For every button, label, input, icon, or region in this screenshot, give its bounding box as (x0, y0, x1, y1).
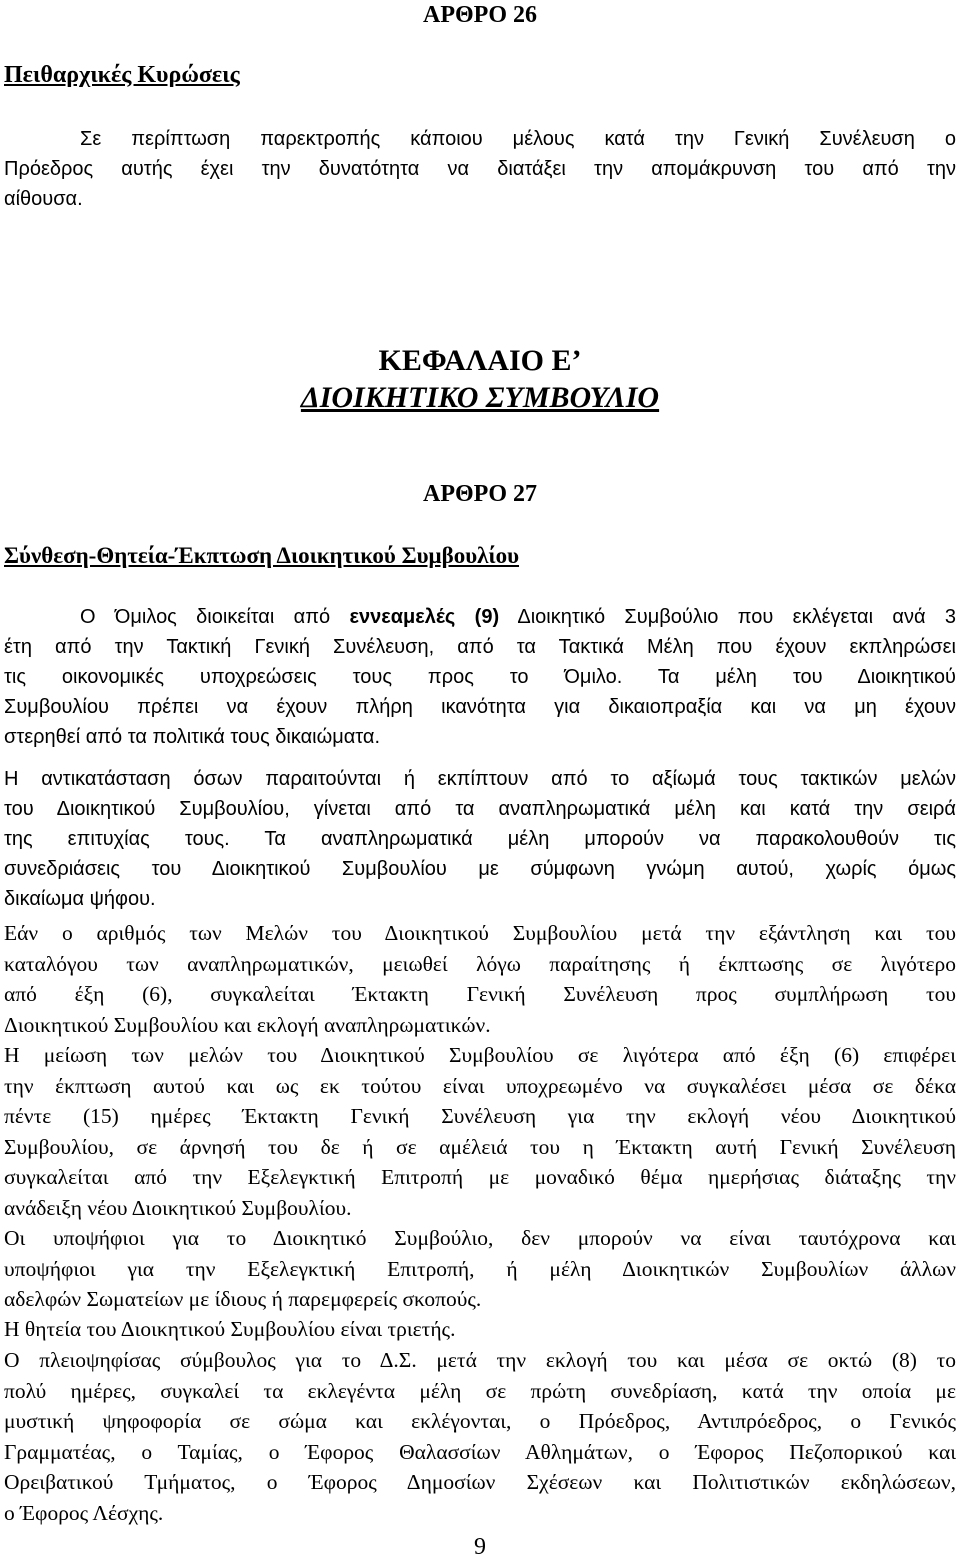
paragraph-line: καταλόγου των αναπληρωματικών, μειωθεί λόγω παραίτησης ή έκπτωσης σε λιγότερο (4, 951, 956, 976)
paragraph-line: του Διοικητικού Συμβουλίου, γίνεται από τα αναπληρωματικά μέλη και κατά την σειρά (4, 798, 956, 820)
paragraph-line: πολύ ημέρες, συγκαλεί τα εκλεγέντα μέλη σε πρώτη συνεδρίαση, κατά την οποία με (4, 1378, 956, 1403)
paragraph-line: Γραμματέας, ο Ταμίας, ο Έφορος Θαλασσίων Αθλημάτων, ο Έφορος Πεζοπορικού και (4, 1439, 956, 1464)
article-26-paragraph (4, 124, 956, 214)
paragraph-line: Η μείωση των μελών του Διοικητικού Συμβουλίου σε λιγότερα από έξη (6) επιφέρει (4, 1043, 956, 1067)
article-26-heading: Πειθαρχικές Κυρώσεις (4, 62, 240, 88)
paragraph-line: ανάδειξη νέου Διοικητικού Συμβουλίου. (4, 1195, 352, 1220)
paragraph-line: Η αντικατάσταση όσων παραιτούνται ή εκπίπτουν από το αξίωμά τους τακτικών μελών (4, 768, 956, 790)
article-27-intro (4, 602, 956, 752)
paragraph-line: δικαίωμα ψήφου. (4, 888, 156, 910)
paragraph-line: από έξη (6), συγκαλείται Έκτακτη Γενική Συνέλευση προς συμπλήρωση του (4, 982, 956, 1006)
paragraph-line: μυστική ψηφοφορία σε σώμα και εκλέγονται, ο Πρόεδρος, Αντιπρόεδρος, ο Γενικός (4, 1409, 956, 1433)
paragraph-line: συγκαλείται από την Εξελεγκτική Επιτροπή με μοναδικό θέμα ημερήσιας διάταξης την (4, 1165, 956, 1189)
paragraph-member-count (4, 918, 956, 1040)
paragraph-term (4, 1314, 956, 1345)
paragraph-first-meeting (4, 1345, 956, 1528)
article-26-title: ΑΡΘΡΟ 26 (423, 2, 537, 28)
chapter-title: ΚΕΦΑΛΑΙΟ Ε’ (378, 344, 582, 377)
paragraph-line: έτη από την Τακτική Γενική Συνέλευση, από τα Τακτικά Μέλη που έχουν εκπληρώσει (4, 636, 956, 658)
paragraph-line: Συμβουλίου πρέπει να έχουν πλήρη ικανότητα για δικαιοπραξία και να μη έχουν (4, 696, 956, 718)
intro-text-pre: Ο Όμιλος διοικείται από (80, 606, 350, 628)
paragraph-line: στερηθεί από τα πολιτικά τους δικαιώματα. (4, 726, 381, 748)
paragraph-line: ο Έφορος Λέσχης. (4, 1500, 164, 1525)
paragraph-replacement (4, 764, 956, 914)
paragraph-line: αδελφών Σωματείων με ίδιους ή παρεμφερείς σκοπούς. (4, 1287, 482, 1311)
paragraph-line: πέντε (15) ημέρες Έκτακτη Γενική Συνέλευση για την εκλογή νέου Διοικητικού (4, 1104, 956, 1128)
paragraph-line: υποψήφιοι για την Εξελεγκτική Επιτροπή, ή μέλη Διοικητικών Συμβουλίων άλλων (4, 1256, 956, 1281)
article-27-heading: Σύνθεση-Θητεία-Έκπτωση Διοικητικού Συμβουλίου (4, 543, 520, 568)
paragraph-candidates (4, 1223, 956, 1315)
paragraph-line: την έκπτωση αυτού και ως εκ τούτου είναι υποχρεωμένο να συγκαλέσει μέσα σε δέκα (4, 1073, 956, 1098)
paragraph-line: τις οικονομικές υποχρεώσεις τους προς το Όμιλο. Τα μέλη του Διοικητικού (4, 666, 956, 688)
paragraph-line: Ο πλειοψηφίσας σύμβουλος για το Δ.Σ. μετά την εκλογή του και μέσα σε οκτώ (8) το (4, 1348, 956, 1372)
paragraph-line: της επιτυχίας τους. Τα αναπληρωματικά μέλη μπορούν να παρακολουθούν τις (4, 828, 956, 850)
article-27-title: ΑΡΘΡΟ 27 (423, 481, 537, 507)
chapter-subtitle: ΔΙΟΙΚΗΤΙΚΟ ΣΥΜΒΟΥΛΙΟ (300, 381, 660, 414)
paragraph-line: Σε περίπτωση παρεκτροπής κάποιου μέλους κατά την Γενική Συνέλευση ο (80, 128, 956, 150)
paragraph-line: Πρόεδρος αυτής έχει την δυνατότητα να διατάξει την απομάκρυνση του από την (4, 158, 956, 180)
paragraph-line: Η θητεία του Διοικητικού Συμβουλίου είναι τριετής. (4, 1317, 456, 1341)
paragraph-line: συνεδριάσεις του Διοικητικού Συμβουλίου με σύμφωνη γνώμη αυτού, χωρίς όμως (4, 858, 956, 880)
paragraph-line: αίθουσα. (4, 188, 83, 210)
intro-text-bold: εννεαμελές (9) (349, 606, 500, 628)
paragraph-line: Συμβουλίου, σε άρνησή του δε ή σε αμέλειά του η Έκτακτη αυτή Γενική Συνέλευση (4, 1134, 956, 1159)
paragraph-line: Διοικητικού Συμβουλίου και εκλογή αναπληρωματικών. (4, 1012, 491, 1037)
intro-text-post: Διοικητικό Συμβούλιο που εκλέγεται ανά 3 (499, 606, 956, 628)
paragraph-line: Ορειβατικού Τμήματος, ο Έφορος Δημοσίων Σχέσεων και Πολιτιστικών εκδηλώσεων, (4, 1470, 956, 1494)
paragraph-line: Οι υποψήφιοι για το Διοικητικό Συμβούλιο, δεν μπορούν να είναι ταυτόχρονα και (4, 1226, 956, 1250)
paragraph-line (4, 602, 956, 632)
page-number: 9 (474, 1534, 486, 1560)
paragraph-reduction (4, 1040, 956, 1223)
paragraph-line: Εάν ο αριθμός των Μελών του Διοικητικού Συμβουλίου μετά την εξάντληση και του (4, 921, 956, 945)
